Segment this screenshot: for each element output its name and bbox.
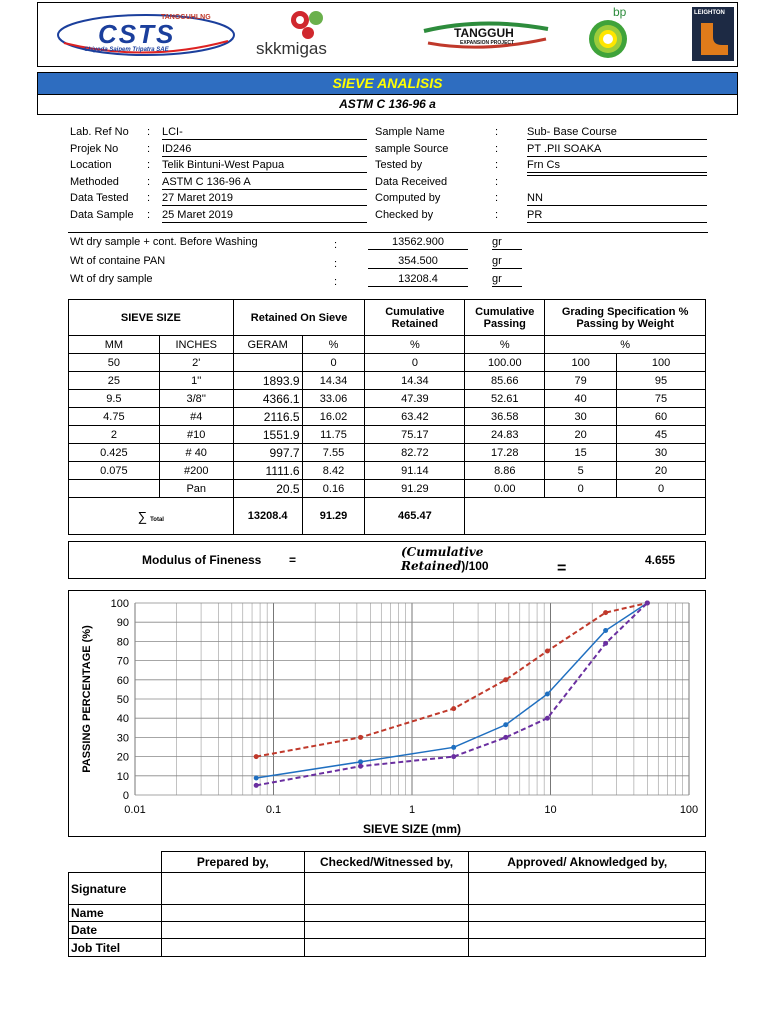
cell-geram: 1111.6	[233, 462, 302, 480]
data-point	[645, 601, 650, 606]
cell-pct: 0.16	[302, 480, 365, 498]
data-point	[358, 764, 363, 769]
cell-spec-min: 5	[545, 462, 617, 480]
cell-geram: 1893.9	[233, 372, 302, 390]
y-axis-label: PASSING PERCENTAGE (%)	[81, 625, 93, 773]
info-left-colon: :	[147, 142, 151, 155]
data-point	[545, 691, 550, 696]
info-right-label: Checked by	[375, 209, 434, 221]
cell-mm: 4.75	[69, 408, 160, 426]
sub-mm: MM	[69, 336, 160, 354]
info-left-value: ID246	[162, 142, 367, 157]
weight-unit: gr	[492, 254, 522, 269]
sig-row-name: Name	[69, 905, 162, 922]
formula-part-2: Retained	[401, 559, 462, 573]
info-right-value	[527, 175, 707, 176]
total-pct: 91.29	[302, 498, 365, 535]
cell-pct: 16.02	[302, 408, 365, 426]
cell-spec-max: 30	[617, 444, 706, 462]
total-empty	[465, 498, 706, 535]
sub-geram: GERAM	[233, 336, 302, 354]
info-left-value: Telik Bintuni-West Papua	[162, 158, 367, 173]
sig-header-prepared: Prepared by,	[161, 852, 304, 873]
info-right-label: Data Received	[375, 175, 448, 188]
weight-colon: :	[334, 257, 338, 270]
cell-inches: # 40	[159, 444, 233, 462]
data-point	[254, 775, 259, 780]
sub-cum-ret-pct: %	[365, 336, 465, 354]
cell-spec-min: 30	[545, 408, 617, 426]
table-row	[69, 426, 706, 444]
info-right-colon: :	[495, 126, 499, 138]
signature-prepared-cell[interactable]	[161, 873, 304, 905]
total-geram: 13208.4	[233, 498, 302, 535]
cell-inches: Pan	[159, 480, 233, 498]
x-tick-label: 100	[679, 804, 699, 816]
leighton-text: LEIGHTON	[694, 10, 725, 16]
cell-spec-max: 60	[617, 408, 706, 426]
cell-spec-min: 20	[545, 426, 617, 444]
table-row	[69, 462, 706, 480]
formula-part-1: (Cumulative	[401, 545, 484, 559]
sig-row-job-title: Job Titel	[69, 939, 162, 957]
table-row	[69, 354, 706, 372]
weight-value: 13562.900	[368, 235, 468, 250]
cell-spec-min: 0	[545, 480, 617, 498]
modulus-value: 4.655	[645, 553, 676, 567]
cell-cum-retained: 91.29	[365, 480, 465, 498]
cell-cum-passing: 0.00	[465, 480, 545, 498]
cell-spec-min: 100	[545, 354, 617, 372]
page-title: SIEVE ANALISIS	[37, 72, 738, 95]
skkmigas-logo	[256, 7, 366, 63]
signature-table	[68, 851, 706, 957]
cell-cum-passing: 8.86	[465, 462, 545, 480]
weight-label: Wt dry sample + cont. Before Washing	[70, 236, 258, 248]
cell-cum-retained: 82.72	[365, 444, 465, 462]
sig-header-checked: Checked/Witnessed by,	[304, 852, 469, 873]
data-point	[503, 735, 508, 740]
info-right-label: Sample Name	[375, 126, 445, 138]
table-row	[69, 480, 706, 498]
info-left-label: Data Sample	[70, 209, 134, 221]
sig-header-empty	[69, 852, 162, 873]
cell-spec-min: 15	[545, 444, 617, 462]
x-tick-label: 0.01	[124, 804, 146, 816]
y-tick-label: 60	[116, 674, 129, 687]
info-left-value: ASTM C 136-96 A	[162, 175, 367, 190]
cell-cum-retained: 0	[365, 354, 465, 372]
cell-spec-max: 95	[617, 372, 706, 390]
data-point	[254, 754, 259, 759]
job-prepared-cell[interactable]	[161, 939, 304, 957]
header-cum-retained: Cumulative Retained	[365, 300, 465, 336]
x-tick-label: 1	[408, 804, 416, 816]
sigma-symbol: ∑	[137, 508, 147, 524]
cell-mm: 25	[69, 372, 160, 390]
csts-logo	[56, 13, 236, 57]
cell-spec-max: 0	[617, 480, 706, 498]
sig-row-signature: Signature	[69, 873, 162, 905]
y-tick-label: 50	[116, 694, 129, 706]
info-right-colon: :	[495, 142, 499, 155]
header-retained: Retained On Sieve	[233, 300, 365, 336]
csts-text: CSTS	[98, 19, 176, 49]
cell-cum-passing: 24.83	[465, 426, 545, 444]
csts-top-text: TANGGUHLNG	[161, 14, 211, 21]
weight-unit: gr	[492, 272, 522, 287]
info-right-colon: :	[495, 175, 499, 188]
total-cum: 465.47	[365, 498, 465, 535]
date-checked-cell[interactable]	[304, 922, 469, 939]
skkmigas-icon	[256, 7, 366, 43]
chart-svg	[69, 591, 705, 836]
info-left-label: Data Tested	[70, 192, 129, 205]
header-sieve-size: SIEVE SIZE	[69, 300, 234, 336]
cell-geram: 2116.5	[233, 408, 302, 426]
data-point	[603, 610, 608, 615]
job-checked-cell[interactable]	[304, 939, 469, 957]
info-right-colon: :	[495, 159, 499, 172]
sieve-table	[68, 299, 706, 535]
info-right-colon: :	[495, 209, 499, 221]
info-left-colon: :	[147, 126, 151, 138]
table-row	[69, 444, 706, 462]
tangguh-text: TANGGUH	[454, 26, 514, 40]
cell-mm	[69, 480, 160, 498]
cell-cum-passing: 52.61	[465, 390, 545, 408]
cell-pct: 7.55	[302, 444, 365, 462]
cell-pct: 33.06	[302, 390, 365, 408]
cell-pct: 0	[302, 354, 365, 372]
formula-part-3: )/100	[461, 559, 489, 573]
cell-spec-min: 79	[545, 372, 617, 390]
info-right-value: PR	[527, 208, 707, 223]
info-left-label: Methoded	[70, 175, 119, 188]
cell-mm: 2	[69, 426, 160, 444]
cell-cum-passing: 85.66	[465, 372, 545, 390]
y-tick-label: 70	[116, 655, 129, 668]
header-cum-passing: Cumulative Passing	[465, 300, 545, 336]
sig-row-date: Date	[69, 922, 162, 939]
weight-value: 354.500	[368, 254, 468, 269]
cell-cum-retained: 14.34	[365, 372, 465, 390]
y-tick-label: 80	[116, 636, 129, 649]
cell-spec-max: 20	[617, 462, 706, 480]
data-point	[358, 735, 363, 740]
modulus-label: Modulus of Fineness	[142, 553, 262, 567]
date-prepared-cell[interactable]	[161, 922, 304, 939]
logo-header	[37, 2, 738, 67]
x-axis-label: SIEVE SIZE (mm)	[362, 822, 462, 836]
y-tick-label: 40	[116, 713, 129, 726]
cell-cum-retained: 47.39	[365, 390, 465, 408]
y-tick-label: 100	[110, 598, 129, 610]
cell-pct: 11.75	[302, 426, 365, 444]
page-subtitle: ASTM C 136-96 a	[37, 95, 738, 115]
data-point	[503, 677, 508, 682]
info-left-value: 27 Maret 2019	[162, 191, 367, 206]
data-point	[545, 716, 550, 721]
data-point	[451, 745, 456, 750]
info-left-label: Lab. Ref No	[70, 126, 129, 138]
table-row	[69, 372, 706, 390]
series-line	[256, 603, 647, 778]
bp-text: bp	[613, 5, 627, 19]
info-right-value: Sub- Base Course	[527, 125, 707, 140]
cell-mm: 0.425	[69, 444, 160, 462]
leighton-logo	[692, 7, 734, 61]
x-tick-label: 0.1	[265, 804, 282, 816]
sub-inches: INCHES	[159, 336, 233, 354]
info-left-label: Location	[70, 159, 112, 172]
data-point	[451, 754, 456, 759]
weight-colon: :	[334, 239, 338, 251]
y-tick-label: 30	[116, 732, 129, 745]
total-sub-label: Total	[150, 516, 164, 523]
cell-mm: 9.5	[69, 390, 160, 408]
weight-colon: :	[334, 276, 338, 288]
sub-pct: %	[302, 336, 365, 354]
sig-header-approved: Approved/ Aknowledged by,	[469, 852, 706, 873]
info-right-label: Tested by	[375, 159, 423, 172]
cell-geram: 20.5	[233, 480, 302, 498]
info-left-label: Projek No	[70, 142, 119, 155]
sub-grading-pct: %	[545, 336, 706, 354]
weight-label: Wt of containe PAN	[70, 254, 166, 267]
cell-pct: 14.34	[302, 372, 365, 390]
job-approved-cell[interactable]	[469, 939, 706, 957]
total-label-cell	[69, 498, 234, 535]
skkmigas-text: skkmigas	[256, 39, 327, 58]
data-point	[254, 783, 259, 788]
cell-inches: 2'	[159, 354, 233, 372]
cell-inches: 3/8''	[159, 390, 233, 408]
modulus-formula	[401, 545, 489, 573]
info-right-value: NN	[527, 191, 707, 206]
modulus-eq2: =	[557, 560, 567, 577]
info-right-colon: :	[495, 192, 499, 205]
cell-spec-max: 45	[617, 426, 706, 444]
info-left-colon: :	[147, 209, 151, 221]
info-left-value: 25 Maret 2019	[162, 208, 367, 223]
cell-geram: 4366.1	[233, 390, 302, 408]
modulus-box	[68, 541, 706, 579]
y-tick-label: 90	[116, 617, 129, 630]
info-right-label: Computed by	[375, 192, 441, 205]
csts-sub-text: Chiyoda Saipem Tripatra SAE	[84, 47, 169, 53]
bp-logo	[586, 5, 636, 63]
info-separator	[68, 232, 708, 233]
cell-mm: 50	[69, 354, 160, 372]
weight-label: Wt of dry sample	[70, 273, 153, 285]
data-point	[503, 722, 508, 727]
y-tick-label: 10	[116, 770, 129, 783]
gradation-chart	[68, 590, 706, 837]
x-tick-label: 10	[544, 804, 557, 816]
cell-geram: 997.7	[233, 444, 302, 462]
cell-cum-passing: 36.58	[465, 408, 545, 426]
y-tick-label: 20	[116, 751, 129, 764]
cell-cum-passing: 17.28	[465, 444, 545, 462]
info-right-value: Frn Cs	[527, 158, 707, 173]
date-approved-cell[interactable]	[469, 922, 706, 939]
signature-approved-cell[interactable]	[469, 873, 706, 905]
cell-spec-max: 100	[617, 354, 706, 372]
info-left-value: LCI-	[162, 125, 367, 140]
cell-inches: #4	[159, 408, 233, 426]
tangguh-sub-text: EXPANSION PROJECT	[460, 40, 515, 46]
cell-inches: 1''	[159, 372, 233, 390]
weight-unit: gr	[492, 235, 522, 250]
header-grading: Grading Specification % Passing by Weight	[545, 300, 706, 336]
data-point	[603, 641, 608, 646]
modulus-eq: =	[289, 553, 297, 567]
bp-helios-icon	[586, 5, 636, 63]
cell-inches: #10	[159, 426, 233, 444]
name-prepared-cell[interactable]	[161, 905, 304, 922]
data-point	[545, 649, 550, 654]
table-row	[69, 408, 706, 426]
cell-cum-retained: 75.17	[365, 426, 465, 444]
data-point	[358, 759, 363, 764]
info-left-colon: :	[147, 175, 151, 188]
cell-mm: 0.075	[69, 462, 160, 480]
cell-geram: 1551.9	[233, 426, 302, 444]
weight-value: 13208.4	[368, 272, 468, 287]
data-point	[451, 706, 456, 711]
name-approved-cell[interactable]	[469, 905, 706, 922]
cell-spec-max: 75	[617, 390, 706, 408]
cell-geram	[233, 354, 302, 372]
cell-pct: 8.42	[302, 462, 365, 480]
cell-cum-retained: 91.14	[365, 462, 465, 480]
cell-spec-min: 40	[545, 390, 617, 408]
info-right-label: sample Source	[375, 142, 449, 155]
cell-inches: #200	[159, 462, 233, 480]
y-tick-label: 0	[122, 790, 129, 802]
signature-checked-cell[interactable]	[304, 873, 469, 905]
tangguh-logo	[422, 17, 552, 53]
name-checked-cell[interactable]	[304, 905, 469, 922]
data-point	[603, 628, 608, 633]
cell-cum-retained: 63.42	[365, 408, 465, 426]
info-left-colon: :	[147, 192, 151, 205]
cell-cum-passing: 100.00	[465, 354, 545, 372]
sub-cum-pass-pct: %	[465, 336, 545, 354]
table-row	[69, 390, 706, 408]
info-right-value: PT .PII SOAKA	[527, 142, 707, 157]
info-left-colon: :	[147, 159, 151, 172]
